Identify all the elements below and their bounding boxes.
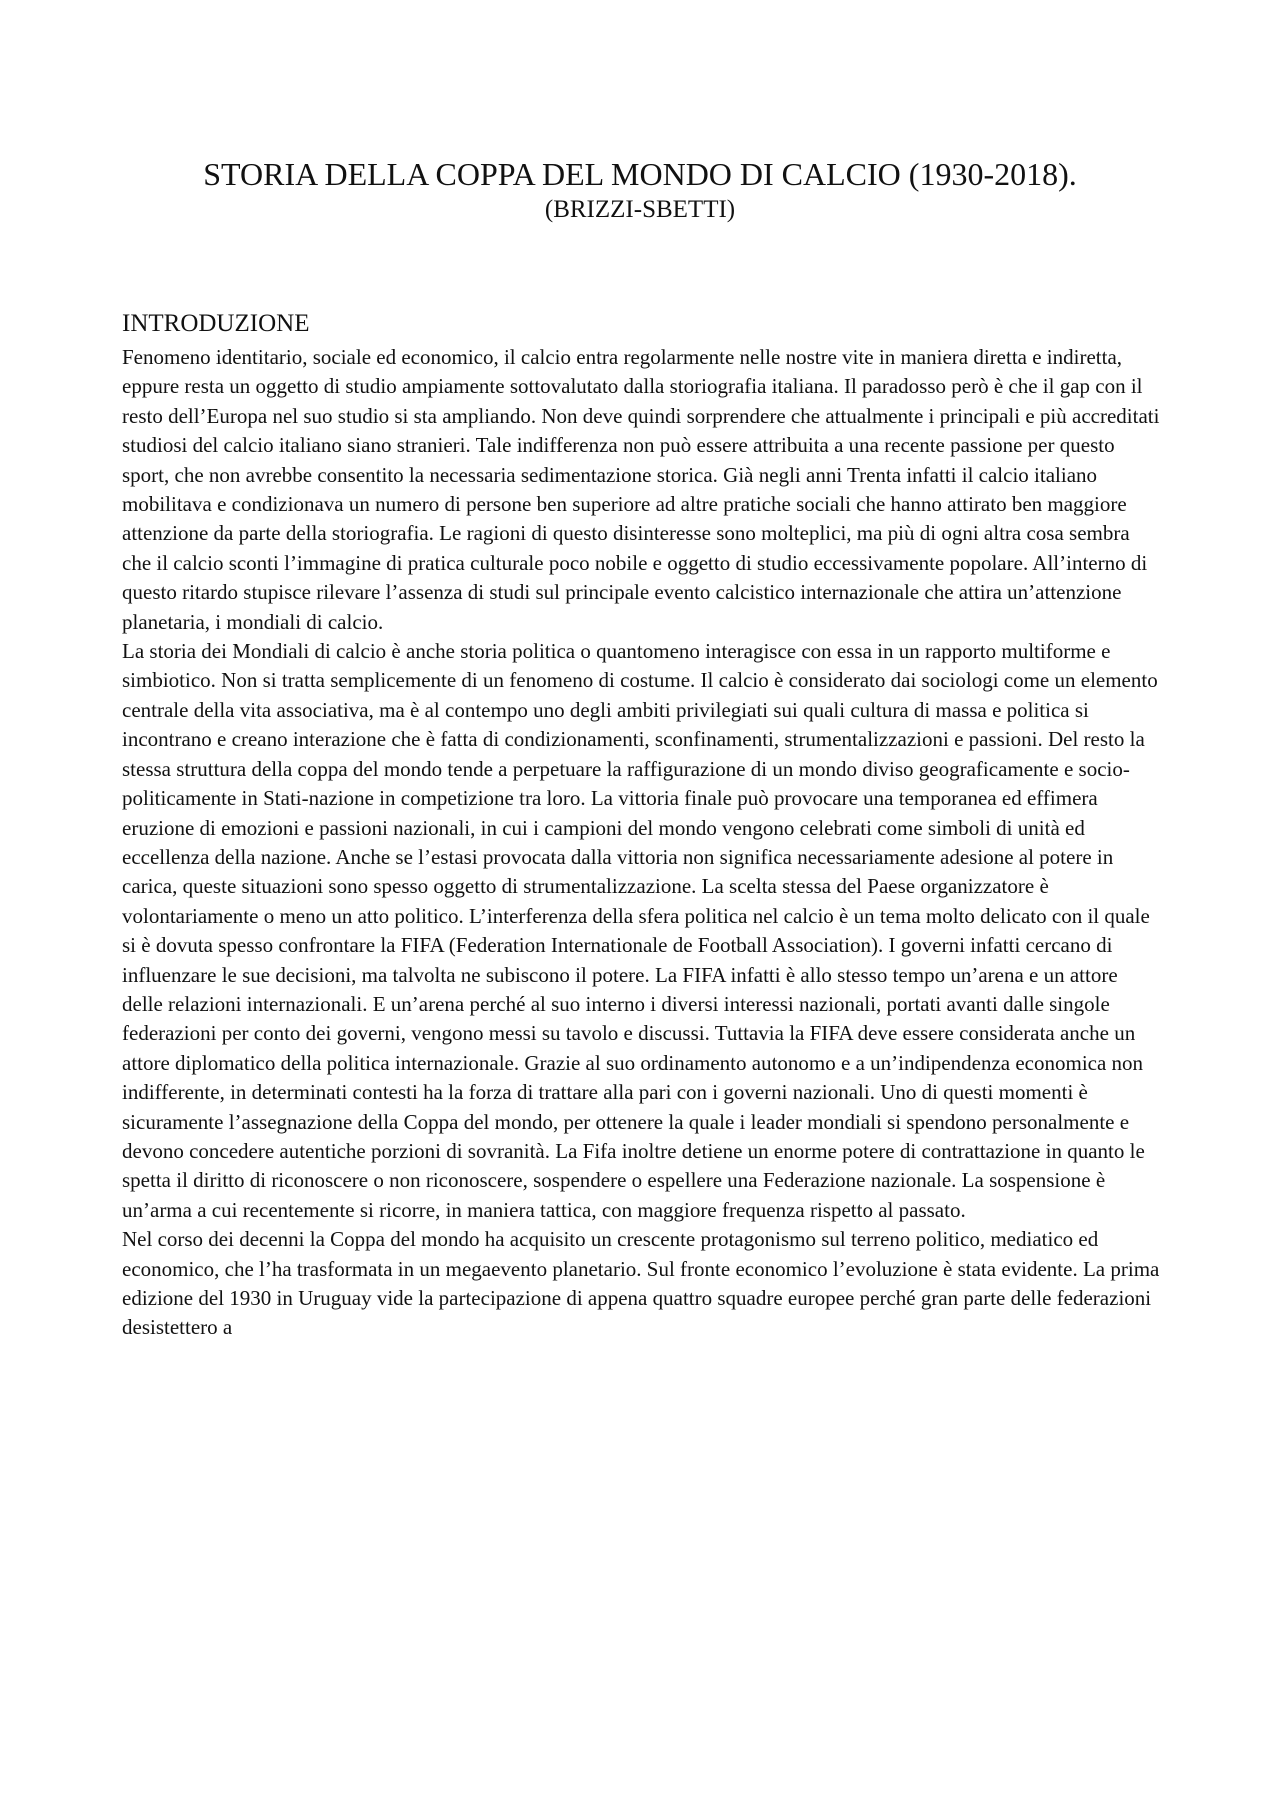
paragraph: Fenomeno identitario, sociale ed economico, il calcio entra regolarmente nelle nostre vite in maniera diretta e indiretta, eppure resta un oggetto di studio ampiamente sottovalutato dalla storiografia italiana. Il paradosso però è che il gap con il resto dell’Europa nel suo studio si sta ampliando. Non deve quindi sorprendere che attualmente i principali e più accreditati studiosi del calcio italiano siano stranieri. Tale indifferenza non può essere attribuita a una recente passione per questo sport, che non avrebbe consentito la necessaria sedimentazione storica. Già negli anni Trenta infatti il calcio italiano mobilitava e condizionava un numero di persone ben superiore ad altre pratiche sociali che hanno attirato ben maggiore attenzione da parte della storiografia. Le ragioni di questo disinteresse sono molteplici, ma più di ogni altra cosa sembra che il calcio sconti l’immagine di pratica culturale poco nobile e oggetto di studio eccessivamente popolare. All’interno di questo ritardo stupisce rilevare l’assenza di studi sul principale evento calcistico internazionale che attira un’attenzione planetaria, i mondiali di calcio. xyxy=(122,345,1160,634)
section-heading: INTRODUZIONE xyxy=(122,310,310,337)
paragraph: La storia dei Mondiali di calcio è anche storia politica o quantomeno interagisce con essa in un rapporto multiforme e simbiotico. Non si tratta semplicemente di un fenomeno di costume. Il calcio è considerato dai sociologi come un elemento centrale della vita associativa, ma è al contempo uno degli ambiti privilegiati sui quali cultura di massa e politica si incontrano e creano interazione che è fatta di condizionamenti, sconfinamenti, strumentalizzazioni e passioni. Del resto la stessa struttura della coppa del mondo tende a perpetuare la raffigurazione di un mondo diviso geograficamente e socio-politicamente in Stati-nazione in competizione tra loro. La vittoria finale può provocare una temporanea ed effimera eruzione di emozioni e passioni nazionali, in cui i campioni del mondo vengono celebrati come simboli di unità ed eccellenza della nazione. Anche se l’estasi provocata dalla vittoria non significa necessariamente adesione al potere in carica, queste situazioni sono spesso oggetto di strumentalizzazione. La scelta stessa del Paese organizzatore è volontariamente o meno un atto politico. L’interferenza della sfera politica nel calcio è un tema molto delicato con il quale si è dovuta spesso confrontare la FIFA (Federation Internationale de Football Association). I governi infatti cercano di influenzare le sue decisioni, ma talvolta ne subiscono il potere. La FIFA infatti è allo stesso tempo un’arena e un attore delle relazioni internazionali. E un’arena perché al suo interno i diversi interessi nazionali, portati avanti dalle singole federazioni per conto dei governi, vengono messi su tavolo e discussi. Tuttavia la FIFA deve essere considerata anche un attore diplomatico della politica internazionale. Grazie al suo ordinamento autonomo e a un’indipendenza economica non indifferente, in determinati contesti ha la forza di trattare alla pari con i governi nazionali. Uno di questi momenti è sicuramente l’assegnazione della Coppa del mondo, per ottenere la quale i leader mondiali si spendono personalmente e devono concedere autentiche porzioni di sovranità. La Fifa inoltre detiene un enorme potere di contrattazione in quanto le spetta il diritto di riconoscere o non riconoscere, sospendere o espellere una Federazione nazionale. La sospensione è un’arma a cui recentemente si ricorre, in maniera tattica, con maggiore frequenza rispetto al passato. xyxy=(122,639,1158,1222)
document-authors: (BRIZZI-SBETTI) xyxy=(544,196,736,223)
paragraph: Nel corso dei decenni la Coppa del mondo ha acquisito un crescente protagonismo sul terreno politico, mediatico ed economico, che l’ha trasformata in un megaevento planetario. Sul fronte economico l’evoluzione è stata evidente. La prima edizione del 1930 in Uruguay vide la partecipazione di appena quattro squadre europee perché gran parte delle federazioni desistettero a xyxy=(122,1227,1160,1340)
document-title: STORIA DELLA COPPA DEL MONDO DI CALCIO (1930-2018). xyxy=(203,156,1077,192)
section-body xyxy=(122,343,1162,1343)
